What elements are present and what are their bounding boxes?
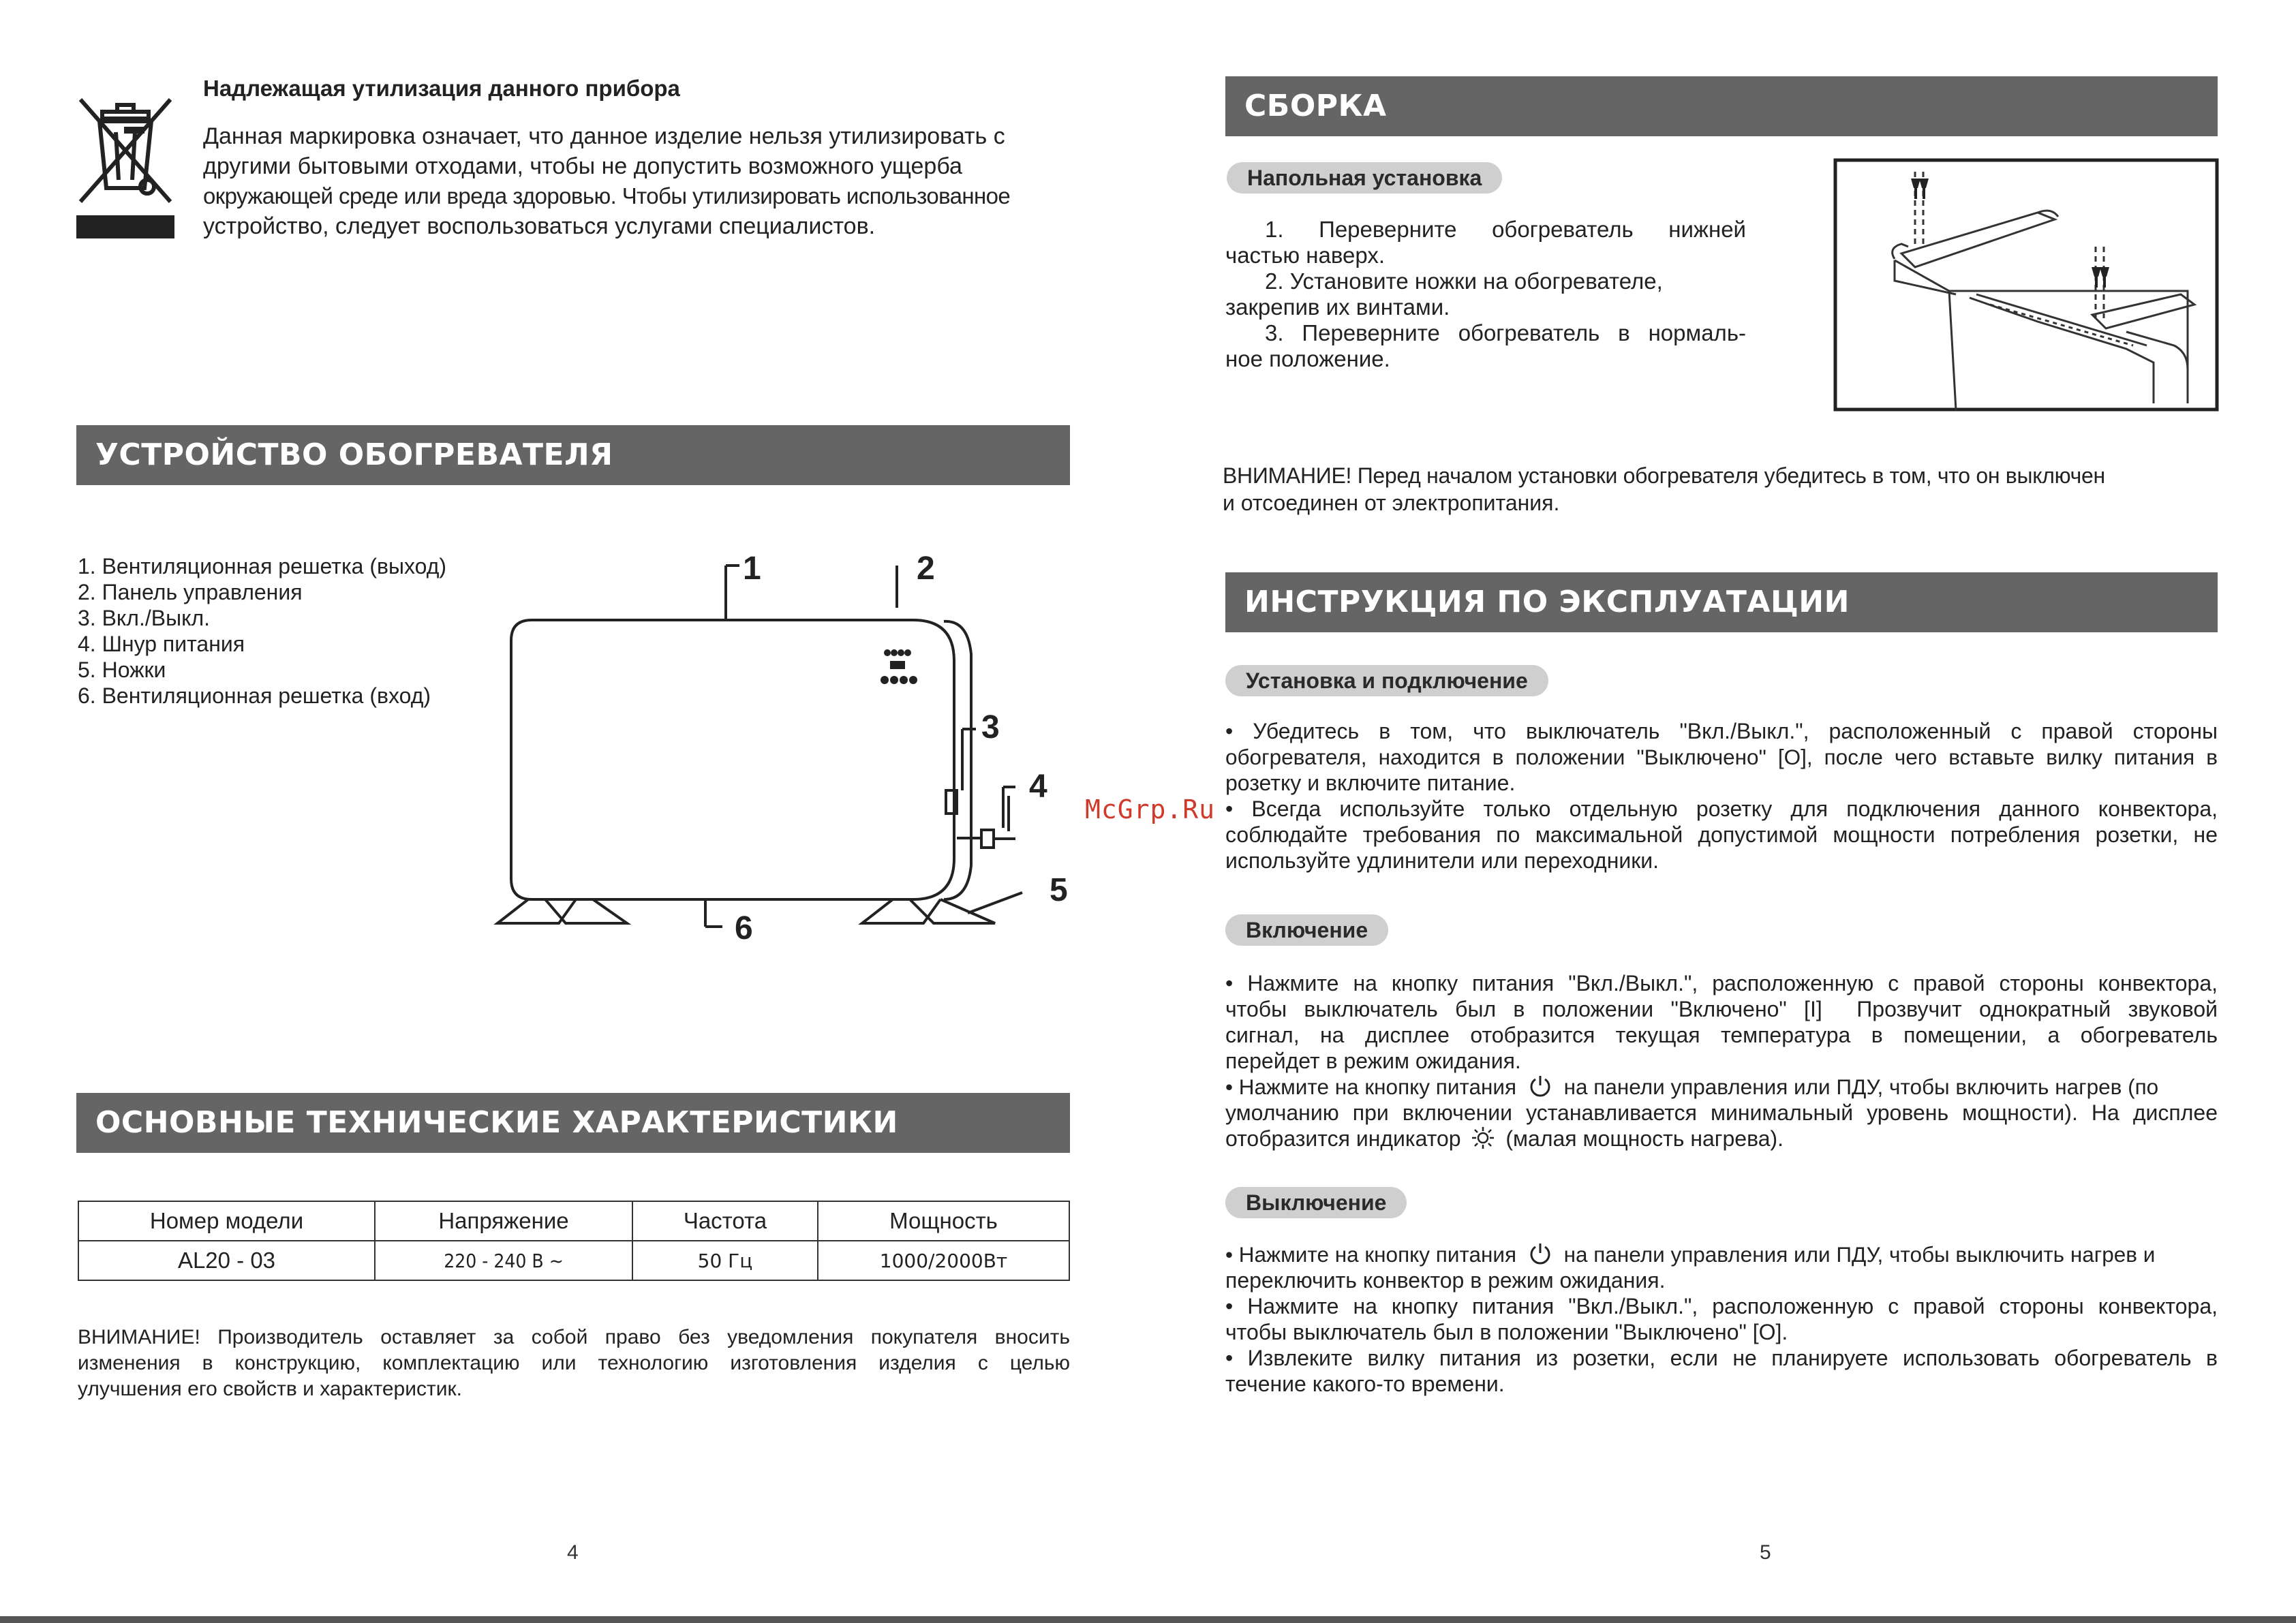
on-text-fragment: на панели управления или ПДУ, чтобы включить нагрев (по [1563,1075,2159,1099]
callout-2: 2 [917,551,935,587]
table-cell: 1000/2000Вт [818,1241,1069,1280]
parts-list-item: 1. Вентиляционная решетка (выход) [78,554,447,578]
callout-1: 1 [743,551,761,587]
assembly-step-line: ное положение. [1225,346,1390,371]
off-text-line: • Нажмите на кнопку питания "Вкл./Выкл.", расположенную с правой стороны конвектора, [1225,1294,2218,1318]
device-heading: УСТРОЙСТВО ОБОГРЕВАТЕЛЯ [76,425,1070,485]
power-off-pill: Выключение [1225,1187,1407,1218]
install-connect-text [1225,718,2218,874]
callout-5: 5 [1050,872,1068,908]
table-header-cell: Мощность [818,1201,1069,1241]
install-text-line: • Всегда используйте только отдельную розетку для подключения данного конвектора, [1225,797,2218,821]
table-cell: 220 - 240 В ~ [375,1241,632,1280]
weee-bin-icon [76,93,174,240]
disposal-text-line: Данная маркировка означает, что данное изделие нельзя утилизировать с [203,123,1005,149]
on-text-line: сигнал, на дисплее отобразится текущая температура в помещении, а обогреватель [1225,1023,2218,1047]
off-text-line-1 [1225,1241,2218,1267]
off-text-line: течение какого-то времени. [1225,1372,1505,1396]
table-header-cell: Напряжение [375,1201,632,1241]
assembly-steps [1225,217,1746,372]
on-text-fragment: • Нажмите на кнопку питания [1225,1075,1517,1099]
callout-3: 3 [981,709,1000,745]
table-cell: 50 Гц [632,1241,818,1280]
on-text-line: • Нажмите на кнопку питания "Вкл./Выкл.", расположенную с правой стороны конвектора, [1225,971,2218,995]
disposal-title: Надлежащая утилизация данного прибора [203,76,680,101]
install-text-line: • Убедитесь в том, что выключатель "Вкл./Выкл.", расположенный с правой стороны [1225,719,2218,743]
assembly-warning-line: и отсоединен от электропитания. [1223,491,1560,515]
install-text-line: розетку и включите питание. [1225,771,1516,795]
parts-list-item: 2. Панель управления [78,580,303,604]
warning-line: улучшения его свойств и характеристик. [78,1378,462,1400]
bottom-border [0,1616,2296,1623]
on-text-line: умолчанию при включении устанавливается минимальный уровень мощности). На дисплее [1225,1100,2218,1125]
power-icon [1528,1241,1552,1266]
manufacturer-warning [78,1325,1070,1402]
power-on-text [1225,970,2218,1151]
low-power-sun-icon [1471,1126,1495,1150]
assembly-heading: СБОРКА [1225,76,2218,136]
heater-diagram [491,545,1090,954]
disposal-text-line: устройство, следует воспользоваться услугами специалистов. [203,213,876,239]
floor-install-pill: Напольная установка [1227,162,1502,194]
table-cell: AL20 - 03 [78,1241,375,1280]
assembly-step-line: 1. Переверните обогреватель нижней [1265,217,1746,242]
callout-6: 6 [735,910,753,946]
install-text-line: обогревателя, находится в положении "Выключено" [O], после чего вставьте вилку питания в [1225,745,2218,769]
on-text-line-7 [1225,1126,2218,1151]
assembly-step-line: 3. Переверните обогреватель в нормаль- [1265,320,1746,345]
callout-4: 4 [1029,769,1047,805]
on-text-line-5 [1225,1074,2218,1100]
parts-list-item: 6. Вентиляционная решетка (вход) [78,683,431,708]
page-number-left: 4 [567,1541,579,1564]
warning-line: ВНИМАНИЕ! Производитель оставляет за собой право без уведомления покупателя вносить [78,1326,1070,1348]
on-text-fragment: (малая мощность нагрева). [1505,1126,1784,1151]
table-header-row [78,1201,1069,1241]
disposal-section [203,75,1075,241]
table-header-cell: Номер модели [78,1201,375,1241]
specs-table-wrap [78,1201,1070,1281]
table-header-cell: Частота [632,1201,818,1241]
assembly-step-line: 2. Установите ножки на обогревателе, [1265,268,1663,294]
on-text-line: перейдет в режим ожидания. [1225,1049,1521,1073]
off-text-line: • Извлеките вилку питания из розетки, если не планируете использовать обогреватель в [1225,1346,2218,1370]
disposal-text-line: окружающей среде или вреда здоровью. Чтобы утилизировать использованное [203,183,1011,208]
off-text-line: чтобы выключатель был в положении "Выключено" [O]. [1225,1320,1788,1344]
off-text-fragment: • Нажмите на кнопку питания [1225,1242,1517,1267]
power-off-text [1225,1241,2218,1397]
power-icon [1528,1074,1552,1098]
assembly-illustration [1833,158,2219,412]
assembly-step-line: частью наверх. [1225,243,1386,268]
assembly-warning-line: ВНИМАНИЕ! Перед началом установки обогревателя убедитесь в том, что он выключен [1223,463,2105,488]
page-number-right: 5 [1760,1541,1771,1564]
install-text-line: используйте удлинители или переходники. [1225,848,1659,873]
install-connect-pill: Установка и подключение [1225,665,1548,696]
install-text-line: соблюдайте требования по максимальной допустимой мощности потребления розетки, не [1225,822,2218,847]
assembly-warning [1223,462,2222,516]
on-text-line: чтобы выключатель был в положении "Включено" [I] Прозвучит однократный звуковой [1225,997,2218,1021]
specs-table [78,1201,1070,1281]
on-text-fragment: отобразится индикатор [1225,1126,1461,1151]
parts-list-item: 4. Шнур питания [78,632,245,656]
off-text-line: переключить конвектор в режим ожидания. [1225,1268,1666,1293]
parts-list-item: 3. Вкл./Выкл. [78,606,210,630]
disposal-text-line: другими бытовыми отходами, чтобы не допустить возможного ущерба [203,153,962,179]
warning-line: изменения в конструкцию, комплектацию или технологию изготовления изделия с целью [78,1352,1070,1374]
watermark: McGrp.Ru [1085,794,1216,824]
instructions-heading: ИНСТРУКЦИЯ ПО ЭКСПЛУАТАЦИИ [1225,572,2218,632]
power-on-pill: Включение [1225,914,1388,946]
specs-heading: ОСНОВНЫЕ ТЕХНИЧЕСКИЕ ХАРАКТЕРИСТИКИ [76,1093,1070,1153]
parts-list-item: 5. Ножки [78,658,166,682]
assembly-step-line: закрепив их винтами. [1225,294,1450,320]
parts-list [78,553,500,709]
table-row [78,1241,1069,1280]
off-text-fragment: на панели управления или ПДУ, чтобы выключить нагрев и [1563,1242,2156,1267]
